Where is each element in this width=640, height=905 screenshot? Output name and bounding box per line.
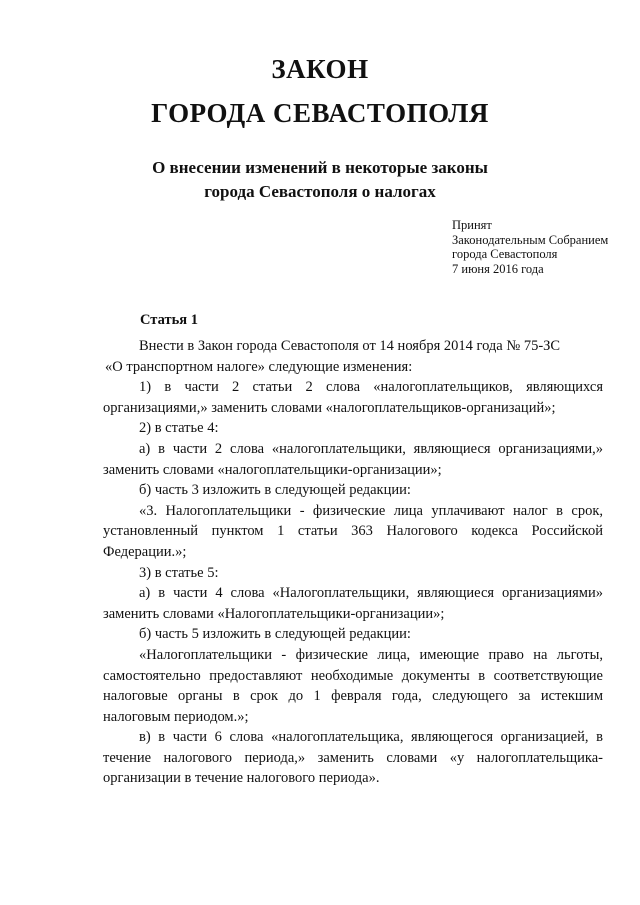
paragraph: Внести в Закон города Севастополя от 14 ноября 2014 года № 75-ЗС: [139, 338, 561, 354]
paragraph: б) часть 3 изложить в следующей редакции:: [139, 482, 411, 499]
paragraph: «3. Налогоплательщики - физические лица уплачивают налог в срок, установленный пунктом 1 статьи 363 Налогового кодекса Российской Федерации.»;: [103, 502, 603, 560]
law-city: ГОРОДА СЕВАСТОПОЛЯ: [151, 98, 489, 128]
paragraph: в) в части 6 слова «налогоплательщика, являющегося организацией, в течение налогового периода,» заменить словами «у налогоплательщика-организации в течение налогового периода».: [103, 729, 603, 787]
paragraph: б) часть 5 изложить в следующей редакции:: [139, 626, 411, 643]
paragraph: «О транспортном налоге» следующие изменения:: [105, 358, 413, 375]
paragraph: а) в части 2 слова «налогоплательщики, являющиеся организациями,» заменить словами «налогоплательщики-организации»;: [103, 440, 603, 478]
adoption-line: Законодательным Собранием: [452, 232, 609, 247]
adoption-block: [452, 218, 608, 276]
paragraph: а) в части 4 слова «Налогоплательщики, являющиеся организациями» заменить словами «Налогоплательщики-организации»;: [103, 585, 603, 622]
article-body: [103, 336, 603, 789]
law-title: ЗАКОН: [271, 54, 369, 84]
paragraph: 3) в статье 5:: [139, 564, 219, 581]
paragraph: 2) в статье 4:: [139, 420, 219, 437]
adoption-line: Принят: [452, 218, 492, 232]
law-subtitle-line2: города Севастополя о налогах: [204, 182, 436, 201]
adoption-date: 7 июня 2016 года: [452, 261, 544, 276]
law-subtitle-line1: О внесении изменений в некоторые законы: [152, 158, 488, 177]
paragraph: 1) в части 2 статьи 2 слова «налогоплательщиков, являющихся организациями,» заменить словами «налогоплательщиков-организаций»;: [103, 379, 603, 416]
adoption-line: города Севастополя: [452, 247, 558, 261]
article-heading: Статья 1: [140, 312, 198, 328]
paragraph: «Налогоплательщики - физические лица, имеющие право на льготы, самостоятельно предоставляют необходимые документы в соответствующие налоговые органы в срок до 1 февраля года, следующего за истекшим налоговым периодом.»;: [103, 646, 603, 725]
